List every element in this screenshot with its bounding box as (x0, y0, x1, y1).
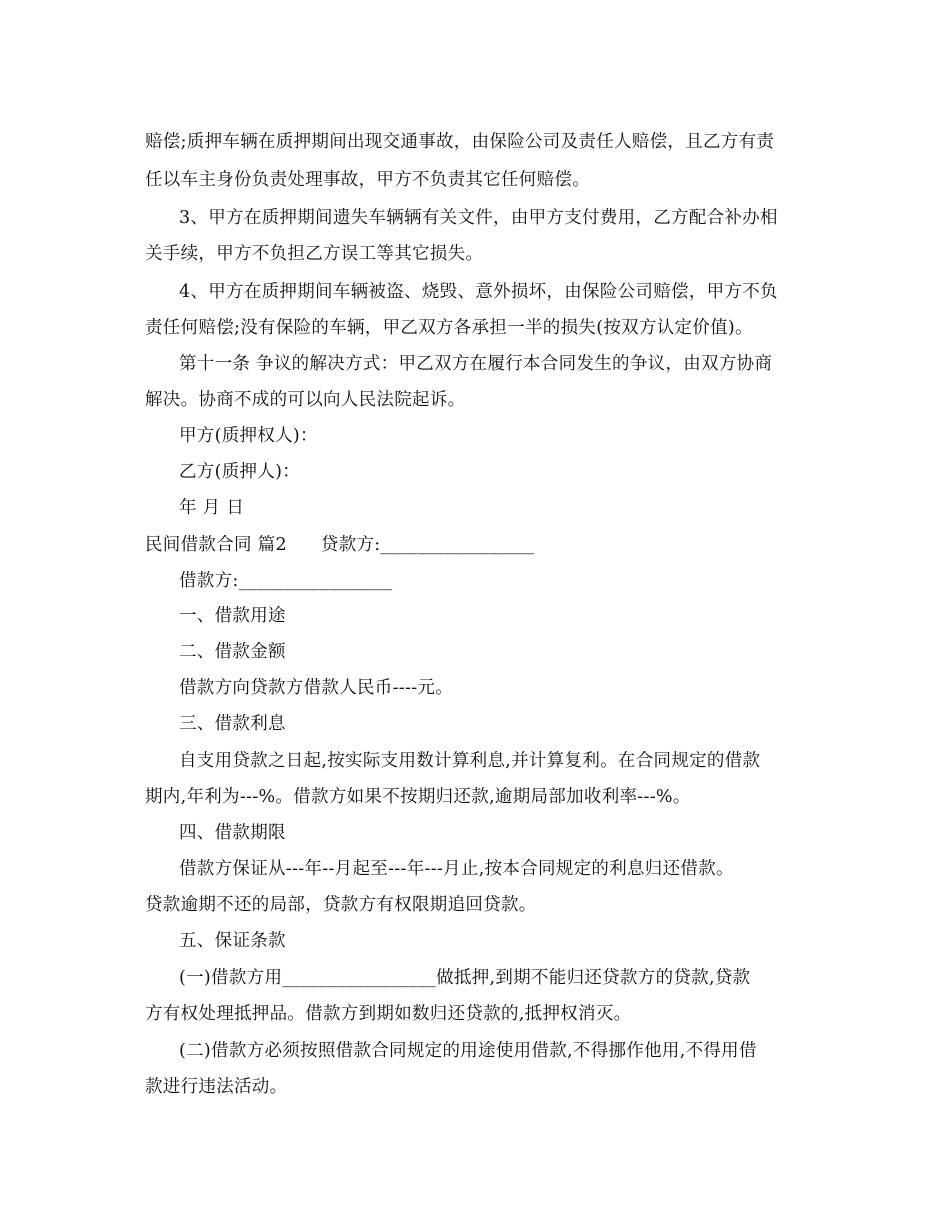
section-heading: 四、借款期限 (179, 823, 286, 843)
signature-party-a: 甲方(质押权人)： (179, 426, 318, 446)
text-line: 关手续，甲方不负担乙方误工等其它损失。 (145, 244, 484, 264)
text-line: 方有权处理抵押品。借款方到期如数归还贷款的,抵押权消灭。 (145, 1004, 632, 1024)
section-heading: 一、借款用途 (179, 606, 286, 626)
section-heading: 五、保证条款 (179, 931, 286, 951)
text-line: 第十一条 争议的解决方式：甲乙双方在履行本合同发生的争议，由双方协商 (179, 354, 773, 374)
signature-party-b: 乙方(质押人)： (179, 462, 301, 482)
text-line: 期内,年利为---%。借款方如果不按期归还款,逾期局部加收利率---%。 (145, 787, 691, 807)
text-line: 借款方保证从---年--月起至---年---月止,按本合同规定的利息归还借款。 (179, 859, 734, 879)
section-heading: 二、借款金额 (179, 642, 286, 662)
lender-field: 贷款方:_________________ (320, 535, 535, 555)
text-line: 3、甲方在质押期间遗失车辆辆有关文件，由甲方支付费用，乙方配合补办相 (179, 208, 778, 228)
text-line: 解决。协商不成的可以向人民法院起诉。 (145, 390, 466, 410)
signature-date: 年 月 日 (179, 498, 245, 518)
text-line: (一)借款方用_________________做抵押,到期不能归还贷款方的贷款,贷款 (179, 968, 751, 988)
text-line: 自支用贷款之日起,按实际支用数计算利息,并计算复利。在合同规定的借款 (179, 751, 761, 771)
text-line: 赔偿;质押车辆在质押期间出现交通事故，由保险公司及责任人赔偿，且乙方有责 (145, 132, 775, 152)
text-line: 贷款逾期不还的局部，贷款方有权限期追回贷款。 (145, 895, 537, 915)
borrower-field: 借款方:_________________ (179, 571, 393, 591)
text-line: 4、甲方在质押期间车辆被盗、烧毁、意外损坏，由保险公司赔偿，甲方不负 (179, 282, 778, 302)
text-line: (二)借款方必须按照借款合同规定的用途使用借款,不得挪作他用,不得用借 (179, 1041, 757, 1061)
text-line: 款进行违法活动。 (145, 1077, 288, 1097)
text-line: 任以车主身份负责处理事故，甲方不负责其它任何赔偿。 (145, 170, 590, 190)
text-line: 借款方向贷款方借款人民币----元。 (179, 678, 454, 698)
section-heading: 三、借款利息 (179, 714, 286, 734)
contract-heading-line (145, 534, 534, 556)
text-line: 责任何赔偿;没有保险的车辆，甲乙双方各承担一半的损失(按双方认定价值)。 (145, 318, 753, 338)
contract-title: 民间借款合同 篇2 (145, 535, 287, 555)
